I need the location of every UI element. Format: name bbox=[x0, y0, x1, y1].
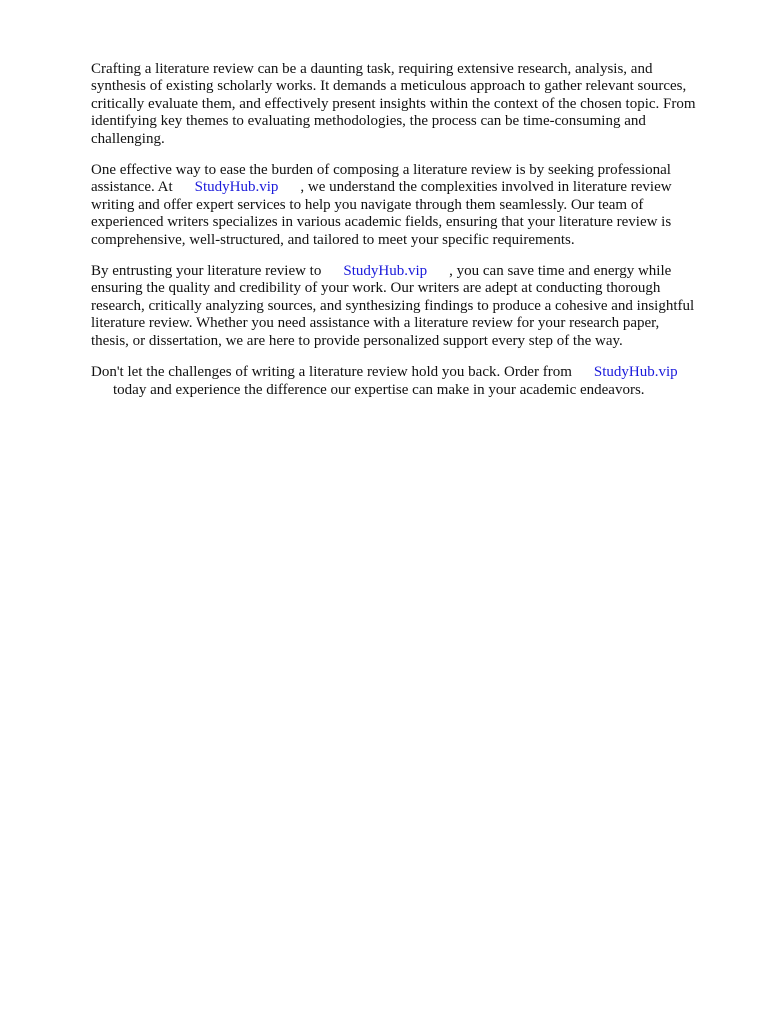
text-line: today and experience the difference our expertise can make in your academic endeavors. bbox=[113, 381, 645, 398]
text-segment: Don't let the challenges of writing a literature review hold you back. Order from bbox=[91, 364, 572, 381]
text-line: ensuring the quality and credibility of your work. Our writers are adept at conducting thorough bbox=[91, 280, 661, 297]
text-line: comprehensive, well-structured, and tailored to meet your specific requirements. bbox=[91, 231, 575, 248]
text-line: challenging. bbox=[91, 130, 165, 147]
text-line: Crafting a literature review can be a daunting task, requiring extensive research, analysis, and bbox=[91, 61, 653, 77]
studyhub-link[interactable]: StudyHub.vip bbox=[194, 179, 279, 196]
text-line: writing and offer expert services to help you navigate through them seamlessly. Our team of bbox=[91, 196, 644, 213]
text-segment: , you can save time and energy while bbox=[449, 263, 672, 280]
text-line bbox=[91, 364, 721, 381]
text-line: literature review. Whether you need assistance with a literature review for your research paper, bbox=[91, 315, 660, 332]
text-segment: , we understand the complexities involved in literature review bbox=[300, 179, 672, 196]
paragraph-entrusting bbox=[91, 263, 721, 350]
text-line bbox=[91, 263, 721, 280]
studyhub-link[interactable]: StudyHub.vip bbox=[343, 263, 428, 280]
paragraph-call-to-action bbox=[91, 364, 721, 399]
text-segment: By entrusting your literature review to bbox=[91, 263, 322, 280]
text-line: thesis, or dissertation, we are here to provide personalized support every step of the way. bbox=[91, 332, 623, 349]
text-line: identifying key themes to evaluating methodologies, the process can be time-consuming and bbox=[91, 113, 646, 130]
text-line: experienced writers specializes in various academic fields, ensuring that your literature review is bbox=[91, 214, 672, 231]
paragraph-assistance bbox=[91, 162, 721, 249]
studyhub-link[interactable]: StudyHub.vip bbox=[593, 364, 678, 381]
text-line: research, critically analyzing sources, and synthesizing findings to produce a cohesive and insightful bbox=[91, 297, 695, 314]
text-line: critically evaluate them, and effectively present insights within the context of the chosen topic. From bbox=[91, 95, 696, 112]
text-line bbox=[91, 179, 721, 196]
paragraph-intro bbox=[91, 61, 721, 148]
text-line: One effective way to ease the burden of composing a literature review is by seeking professional bbox=[91, 162, 671, 179]
text-segment: assistance. At bbox=[91, 179, 173, 196]
text-line: synthesis of existing scholarly works. It demands a meticulous approach to gather relevant sources, bbox=[91, 78, 687, 95]
document-body bbox=[91, 61, 721, 413]
